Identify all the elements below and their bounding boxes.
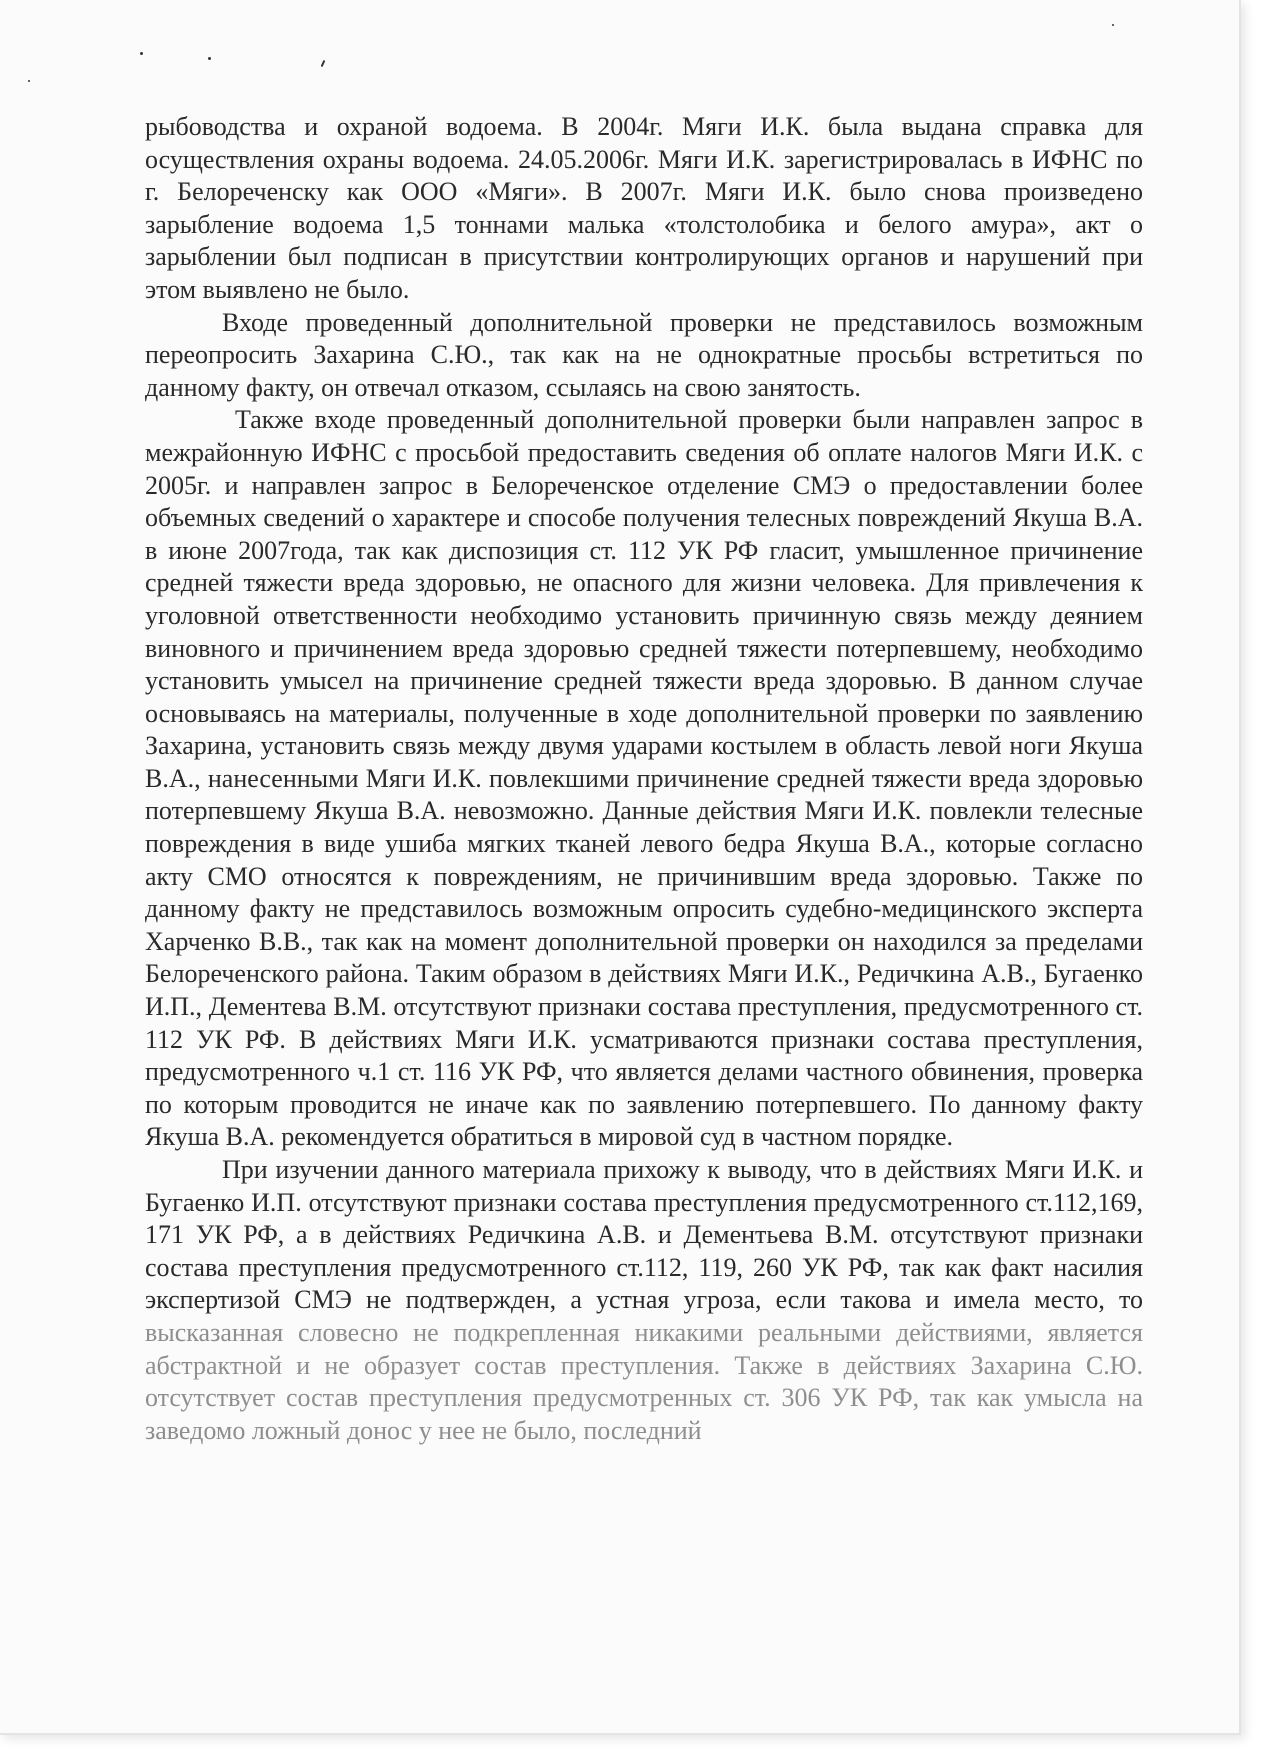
scan-speck (1112, 24, 1114, 26)
paragraph-text: При изучении данного материала прихожу к выводу, что в действиях Мяги И.К. и Бугаенко И.П. отсутствуют признаки состава преступления предусмотренного ст.112,169, 171 УК РФ, а в действиях Редичкина А.В. и Дементьева В.М. отсутствуют признаки состава преступления предусмотренного ст.112, 119, 260 УК РФ, так как факт насилия экспертизой СМЭ не подтвержден, а устная угроза, если такова и имела место, то (145, 1155, 1143, 1315)
paragraph: Входе проведенный дополнительной проверки не представилось возможным переопросить Захарина С.Ю., так как на не однократные просьбы встретиться по данному факту, он отвечал отказом, ссылаясь на свою занятость. (145, 307, 1143, 402)
scan-speck (208, 57, 211, 60)
scan-speck (28, 80, 30, 82)
paragraph: рыбоводства и охраной водоема. В 2004г. Мяги И.К. была выдана справка для осуществления охраны водоема. 24.05.2006г. Мяги И.К. зарегистрировалась в ИФНС по г. Белореченску как ООО «Мяги». В 2007г. Мяги И.К. было снова произведено зарыбление водоема 1,5 тоннами малька «толстолобика и белого амура», акт о зарыблении был подписан в присутствии контролирующих органов и нарушений при этом выявлено не было. (145, 112, 1143, 304)
paragraph: Также входе проведенный дополнительной проверки были направлен запрос в межрайонную ИФНС с просьбой предоставить сведения об оплате налогов Мяги И.К. с 2005г. и направлен запрос в Белореченское отделение СМЭ о предоставлении более объемных сведений о характере и способе получения телесных повреждений Якуша В.А. в июне 2007года, так как диспозиция ст. 112 УК РФ гласит, умышленное причинение средней тяжести вреда здоровью, не опасного для жизни человека. Для привлечения к уголовной ответственности необходимо установить причинную связь между деянием виновного и причинением вреда здоровью средней тяжести потерпевшему, необходимо установить умысел на причинение средней тяжести вреда здоровью. В данном случае основываясь на материалы, полученные в ходе дополнительной проверки по заявлению Захарина, установить связь между двумя ударами костылем в область левой ноги Якуша В.А., нанесенными Мяги И.К. повлекшими причинение средней тяжести вреда здоровью потерпевшему Якуша В.А. невозможно. Данные действия Мяги И.К. повлекли телесные повреждения в виде ушиба мягких тканей левого бедра Якуша В.А., которые согласно акту СМО относятся к повреждениям, не причинившим вреда здоровью. Также по данному факту не представилось возможным опросить судебно-медицинского эксперта Харченко В.В., так как на момент дополнительной проверки он находился за пределами Белореченского района. Таким образом в действиях Мяги И.К., Редичкина А.В., Бугаенко И.П., Дементева В.М. отсутствуют признаки состава преступления, предусмотренного ст. 112 УК РФ. В действиях Мяги И.К. усматриваются признаки состава преступления, предусмотренного ч.1 ст. 116 УК РФ, что является делами частного обвинения, проверка по которым проводится не иначе как по заявлению потерпевшего. По данному факту Якуша В.А. рекомендуется обратиться в мировой суд в частном порядке. (145, 405, 1143, 1152)
document-body (145, 111, 1143, 1447)
faded-paragraph-text: высказанная словесно не подкрепленная никакими реальными действиями, является абстрактной и не образует состав преступления. Также в действиях Захарина С.Ю. отсутствует состав преступления предусмотренных ст. 306 УК РФ, так как умысла на заведомо ложный донос у нее не было, последний (145, 1317, 1143, 1445)
scan-speck (321, 60, 326, 67)
paragraph (145, 1154, 1143, 1447)
scan-speck (140, 52, 143, 55)
